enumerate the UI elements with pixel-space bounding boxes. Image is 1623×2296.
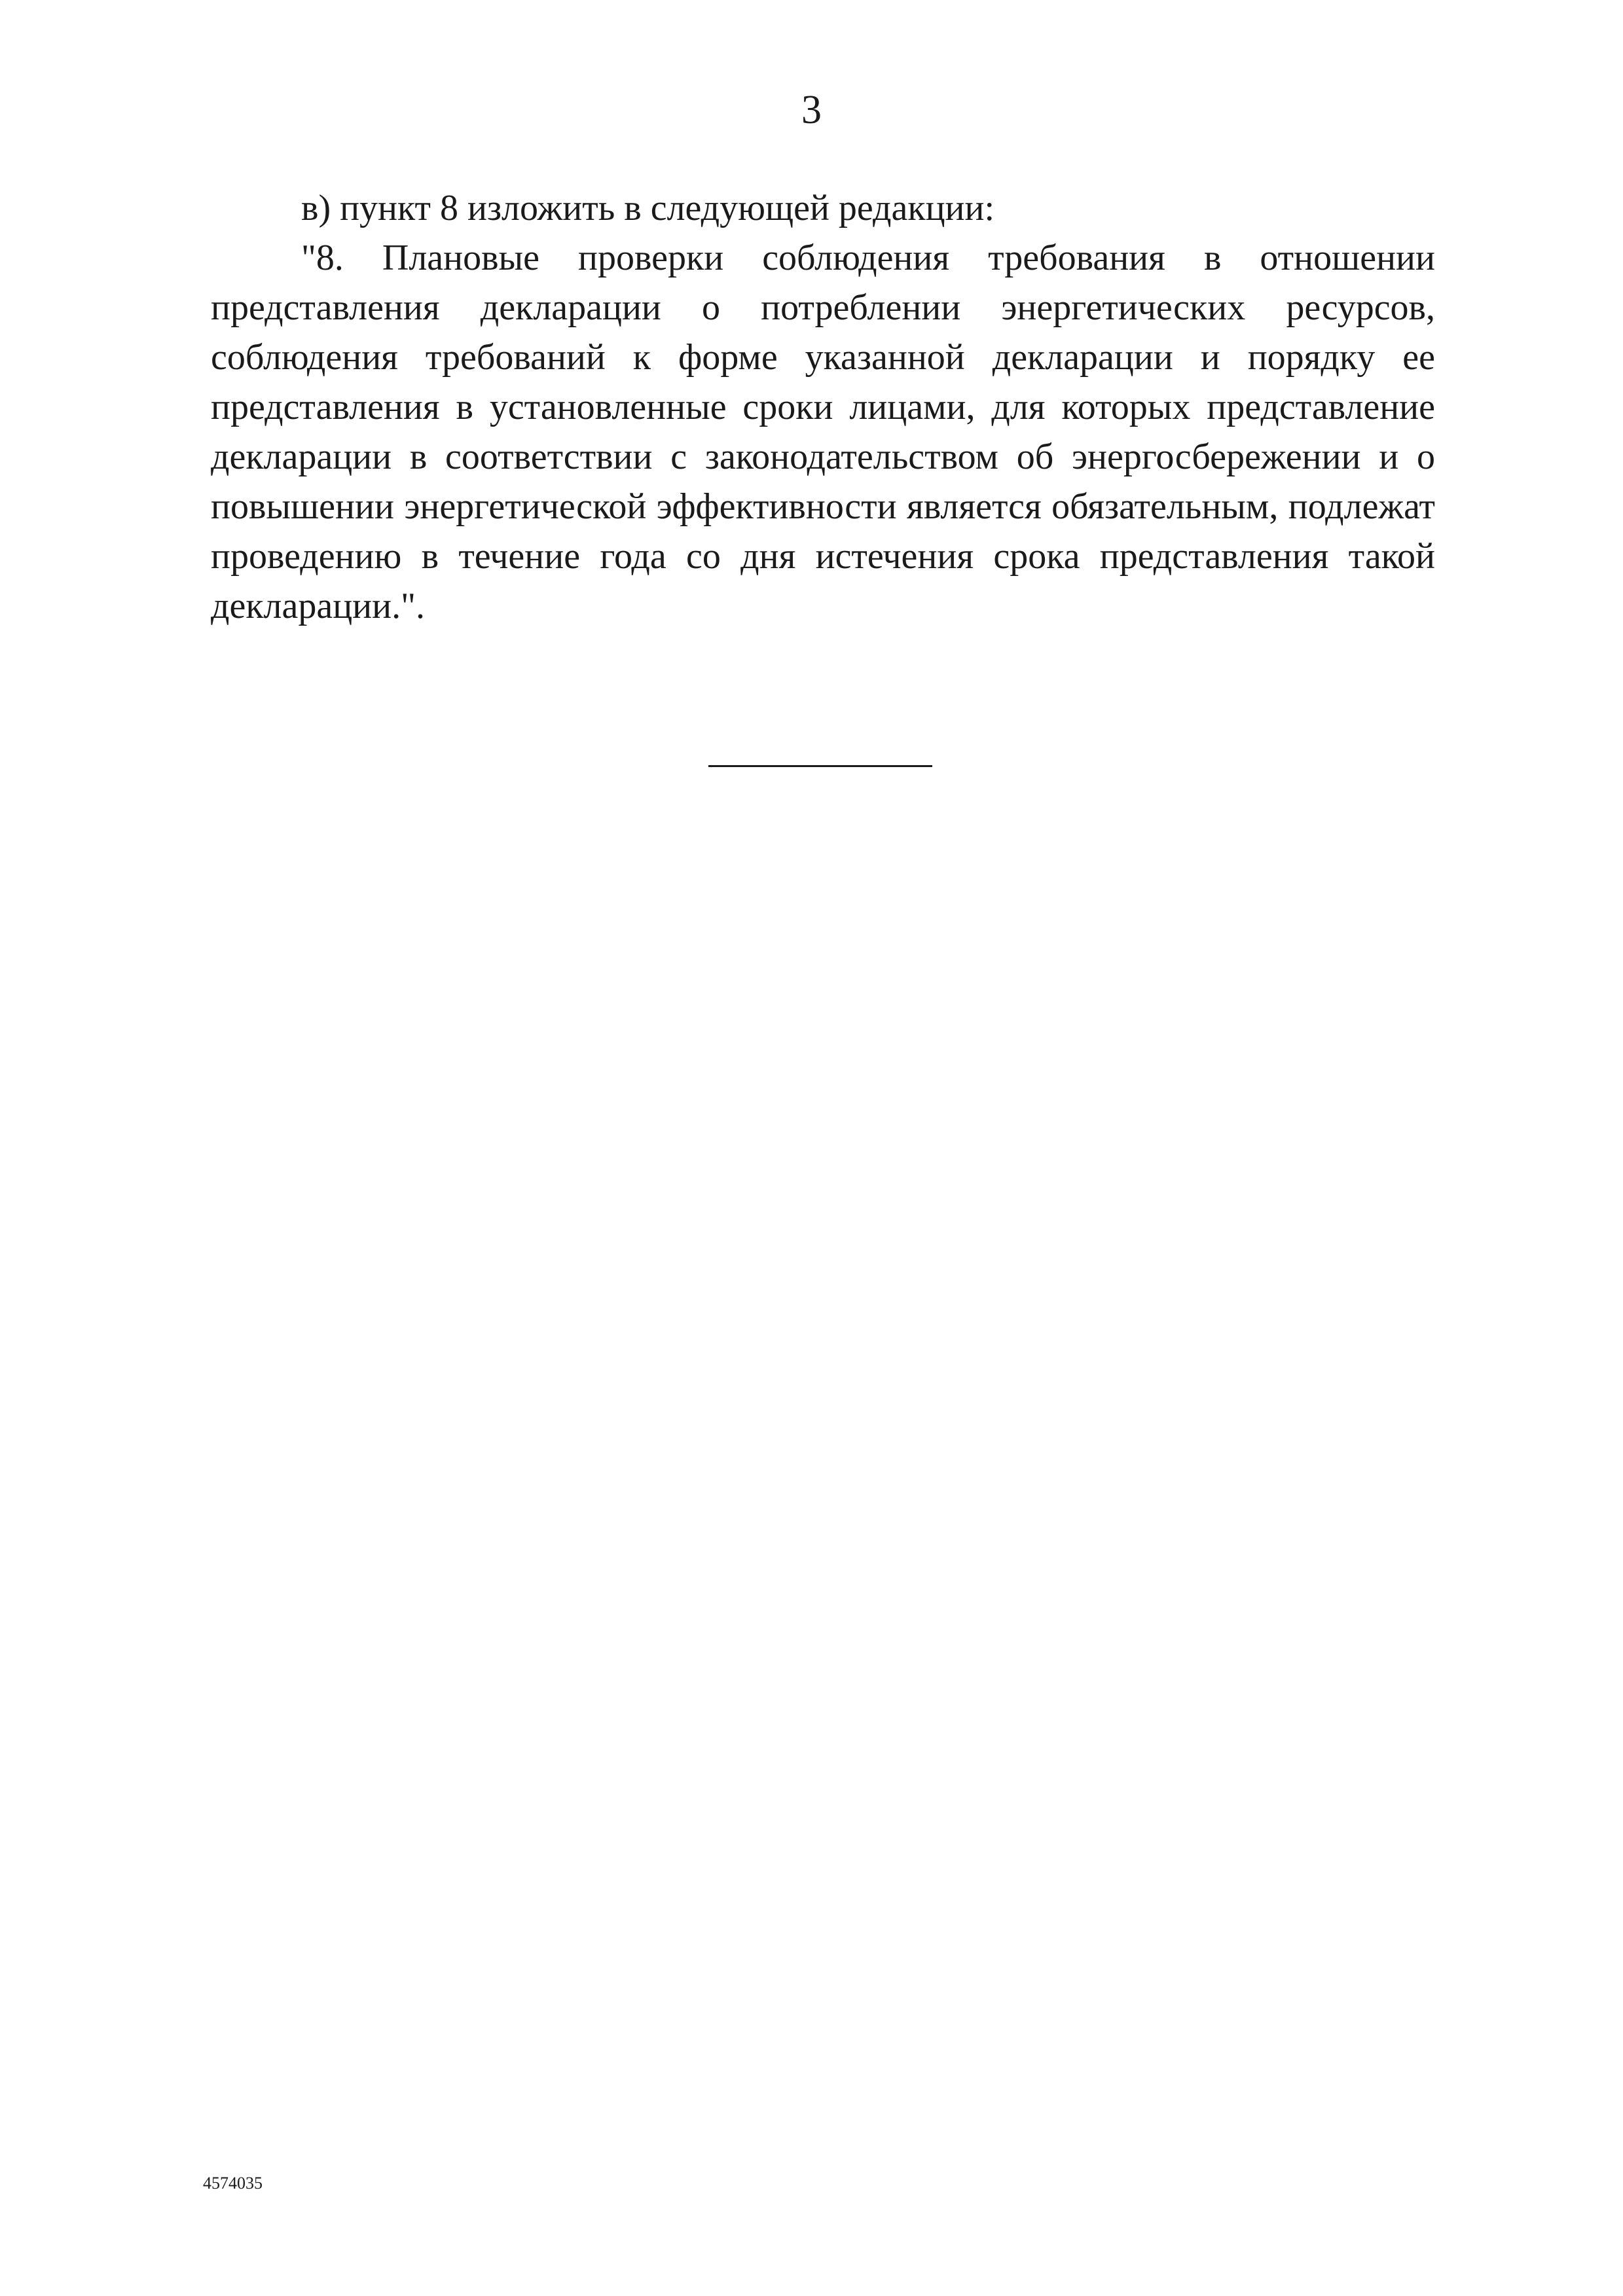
document-body — [211, 183, 1435, 631]
paragraph-intro: в) пункт 8 изложить в следующей редакции: — [301, 188, 995, 228]
end-separator — [708, 765, 932, 767]
paragraph-item-8: "8. Плановые проверки соблюдения требования в отношении представления декларации о потреблении энергетических ресурсов, соблюдения требований к форме указанной декларации и порядку ее представления в установленные сроки лицами, для которых представление декларации в соответствии с законодательством об энергосбережении и о повышении энергетической эффективности является обязательным, подлежат проведению в течение года со дня истечения срока представления такой декларации.". — [211, 238, 1435, 626]
document-code: 4574035 — [203, 2174, 263, 2193]
page-number: 3 — [801, 88, 822, 132]
